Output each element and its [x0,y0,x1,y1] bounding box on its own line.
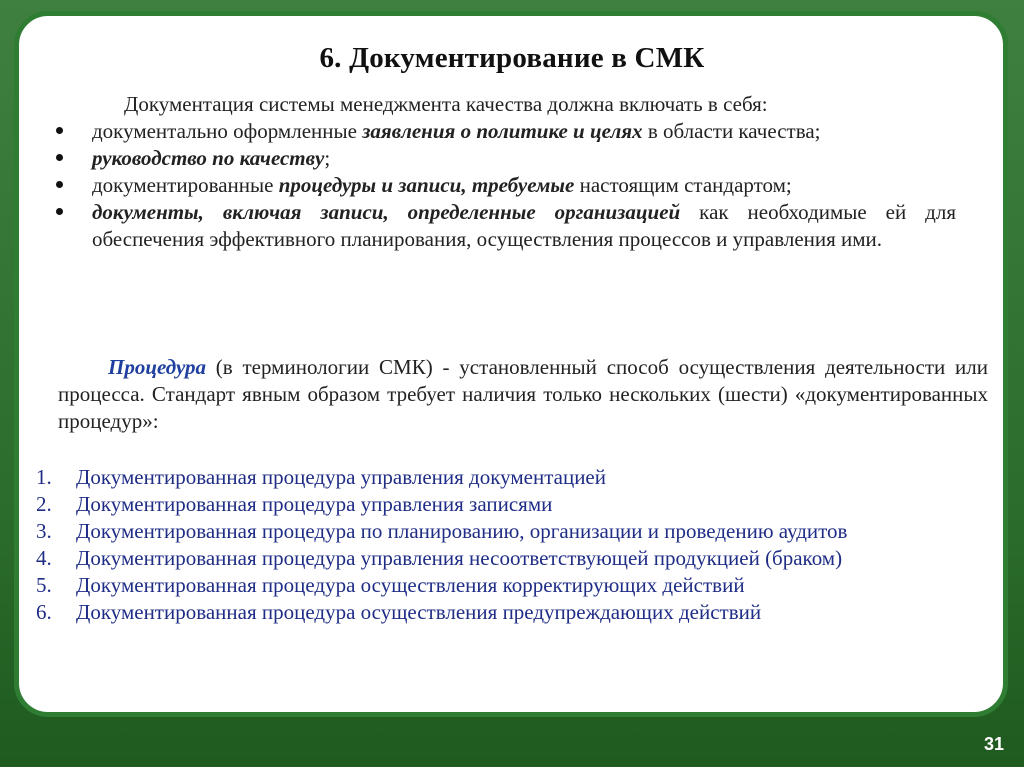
list-item: 3. Документированная процедура по планированию, организации и проведению аудитов [36,519,848,543]
intro-text: Документация системы менеджмента качества должна включать в себя: [124,92,768,116]
procedures-list [36,464,976,626]
page-number: 31 [984,734,1005,754]
list-item: документированные процедуры и записи, требуемые настоящим стандартом; [52,172,956,199]
bullet-icon [56,127,63,134]
requirements-list [52,118,956,253]
definition-term: Процедура [108,355,206,379]
bullet-icon [56,181,63,188]
list-item: 6. Документированная процедура осуществления предупреждающих действий [36,600,762,624]
definition-text: (в терминологии СМК) - установленный способ осуществления деятельности или процесса. Стандарт явным образом требует наличия только нескольких (шести) «документированных процедур»: [58,355,988,433]
list-item: документы, включая записи, определенные организацией как необходимые ей для обеспечения эффективного планирования, осуществления процессов и управления ими. [52,199,956,253]
list-item: 1. Документированная процедура управления документацией [36,465,606,489]
slide-title: 6. Документирование в СМК [319,42,705,74]
list-item: документально оформленные заявления о политике и целях в области качества; [52,118,956,145]
list-item: руководство по качеству; [52,145,956,172]
list-item: 5. Документированная процедура осуществления корректирующих действий [36,573,745,597]
bullet-icon [56,208,63,215]
procedure-definition [58,354,988,435]
list-item: 2. Документированная процедура управления записями [36,492,553,516]
bullet-icon [56,154,63,161]
list-item: 4. Документированная процедура управления несоответствующей продукцией (браком) [36,546,843,570]
